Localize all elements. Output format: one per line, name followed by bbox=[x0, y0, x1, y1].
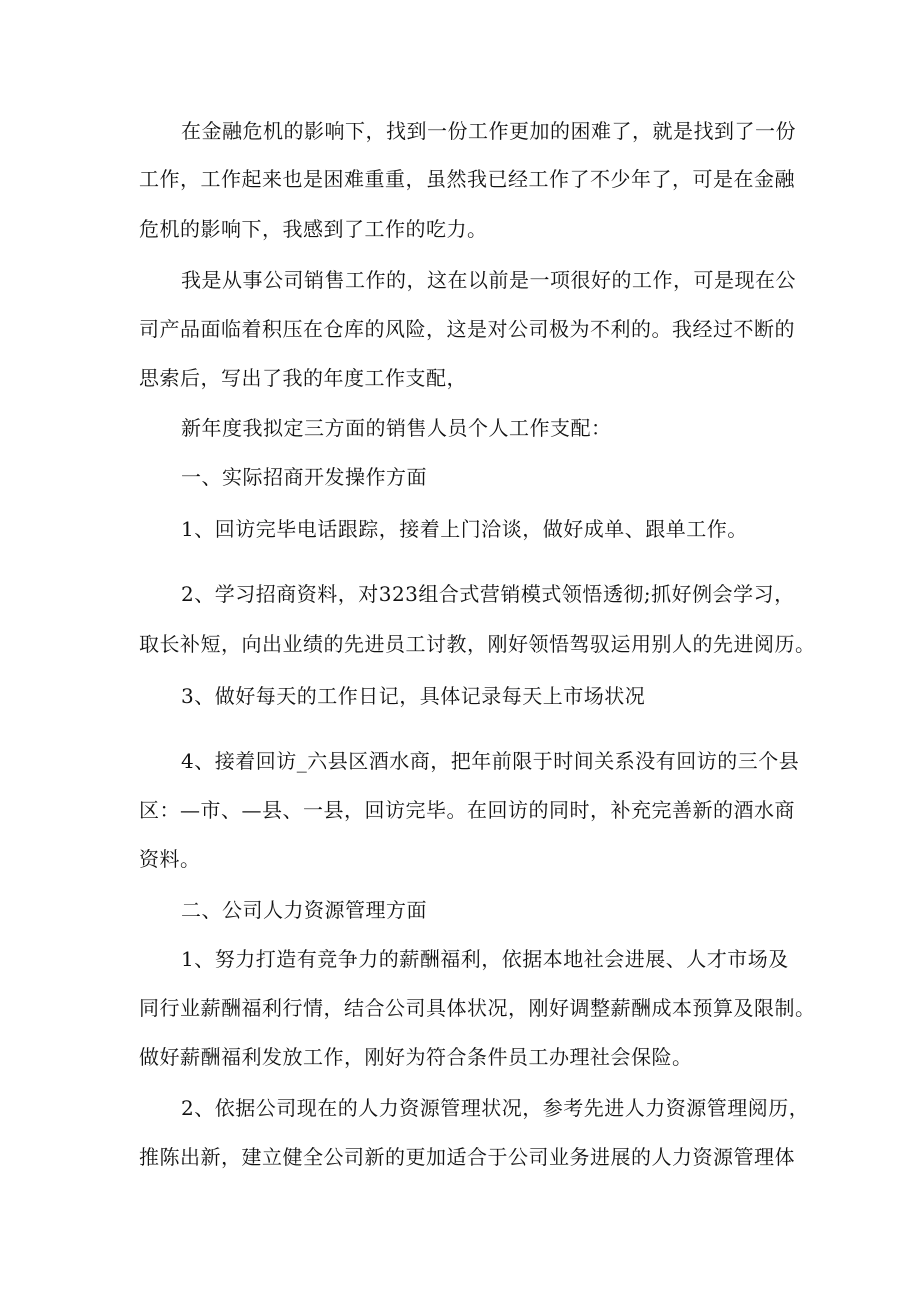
section-heading: 二、公司人力资源管理方面 bbox=[181, 898, 427, 922]
text-line: 新年度我拟定三方面的销售人员个人工作支配： bbox=[181, 416, 612, 440]
list-item: 4、接着回访_六县区酒水商，把年前限于时间关系没有回访的三个县 bbox=[181, 749, 800, 773]
list-item: 3、做好每天的工作日记，具体记录每天上市场状况 bbox=[181, 684, 646, 708]
text-line: 取长补短，向出业绩的先进员工讨教，刚好领悟驾驭运用别人的先进阅历。 bbox=[139, 632, 816, 656]
text-line: 推陈出新，建立健全公司新的更加适合于公司业务进展的人力资源管理体 bbox=[139, 1145, 795, 1169]
text-line: 在金融危机的影响下，找到一份工作更加的困难了，就是找到了一份 bbox=[181, 119, 796, 143]
list-item: 1、努力打造有竞争力的薪酬福利，依据本地社会进展、人才市场及 bbox=[181, 947, 789, 971]
text-line: 思索后，写出了我的年度工作支配， bbox=[139, 366, 467, 390]
list-item: 2、依据公司现在的人力资源管理状况，参考先进人力资源管理阅历， bbox=[181, 1096, 810, 1120]
text-line: 资料。 bbox=[139, 847, 201, 871]
text-line: 工作，工作起来也是困难重重，虽然我已经工作了不少年了，可是在金融 bbox=[139, 167, 795, 191]
text-line: 司产品面临着积压在仓库的风险，这是对公司极为不利的。我经过不断的 bbox=[139, 317, 795, 341]
text-line: 危机的影响下，我感到了工作的吃力。 bbox=[139, 217, 488, 241]
list-item: 2、学习招商资料，对323组合式营销模式领悟透彻;抓好例会学习， bbox=[181, 582, 795, 606]
section-heading: 一、实际招商开发操作方面 bbox=[181, 465, 427, 489]
text-line: 做好薪酬福利发放工作，刚好为符合条件员工办理社会保险。 bbox=[139, 1045, 693, 1069]
text-line: 区：—市、—县、一县，回访完毕。在回访的同时，补充完善新的酒水商 bbox=[139, 798, 795, 822]
text-line: 我是从事公司销售工作的，这在以前是一项很好的工作，可是现在公 bbox=[181, 268, 796, 292]
list-item: 1、回访完毕电话跟踪，接着上门洽谈，做好成单、跟单工作。 bbox=[181, 517, 748, 541]
text-line: 同行业薪酬福利行情，结合公司具体状况，刚好调整薪酬成本预算及限制。 bbox=[139, 996, 816, 1020]
